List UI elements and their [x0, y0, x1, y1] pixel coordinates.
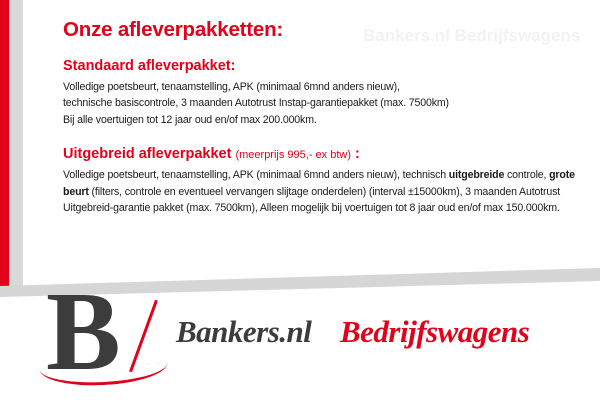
section-uitgebreid-heading [63, 146, 588, 162]
body-part-3: (filters, controle en eventueel vervangen slijtage onderdelen) (interval ±15000km), 3 maanden Autotrust Uitgebreid-garantie pakket (max. 7500km), Alleen mogelijk bij voertuigen tot 8 jaar oud en/of max 150.000km. [63, 185, 561, 215]
logo-brand-name: Bankers.nl [176, 314, 312, 349]
body-bold-2: grote beurt [63, 169, 575, 198]
watermark-text: Bankers.nl Bedrijfswagens [363, 26, 581, 45]
body-part-2: controle, [504, 169, 550, 182]
section-standaard-heading-text: Standaard afleverpakket: [63, 58, 236, 74]
body-bold-1: uitgebreide [448, 169, 505, 182]
body-part-1: Volledige poetsbeurt, tenaamstelling, APK (minimaal 6mnd anders nieuw), technisch [63, 169, 449, 182]
text-block [63, 18, 588, 216]
section-standaard-line-1: Volledige poetsbeurt, tenaamstelling, APK (minimaal 6mnd anders nieuw), [63, 81, 400, 93]
section-standaard-line-2: technische basiscontrole, 3 maanden Autotrust Instap-garantiepakket (max. 7500km) [63, 97, 449, 110]
logo-brand-sub: Bedrijfswagens [340, 314, 530, 349]
section-standaard-line-3: Bij alle voertuigen tot 12 jaar oud en/of max 200.000km. [63, 113, 317, 126]
logo-red-slash-icon [129, 300, 158, 372]
section-standaard-heading [63, 58, 588, 74]
logo-letter: B [46, 270, 117, 394]
section-uitgebreid-note: (meerprijs 995,- ex btw) [235, 149, 352, 162]
logo [28, 270, 588, 396]
section-uitgebreid-body [63, 167, 588, 216]
page-title: Onze afleverpakketten: [63, 18, 284, 41]
section-uitgebreid-heading-text: Uitgebreid afleverpakket [63, 146, 232, 163]
section-uitgebreid-heading-suffix: : [355, 146, 360, 163]
logo-b-mark [46, 270, 164, 394]
section-standaard [63, 58, 588, 128]
section-uitgebreid [63, 146, 588, 216]
